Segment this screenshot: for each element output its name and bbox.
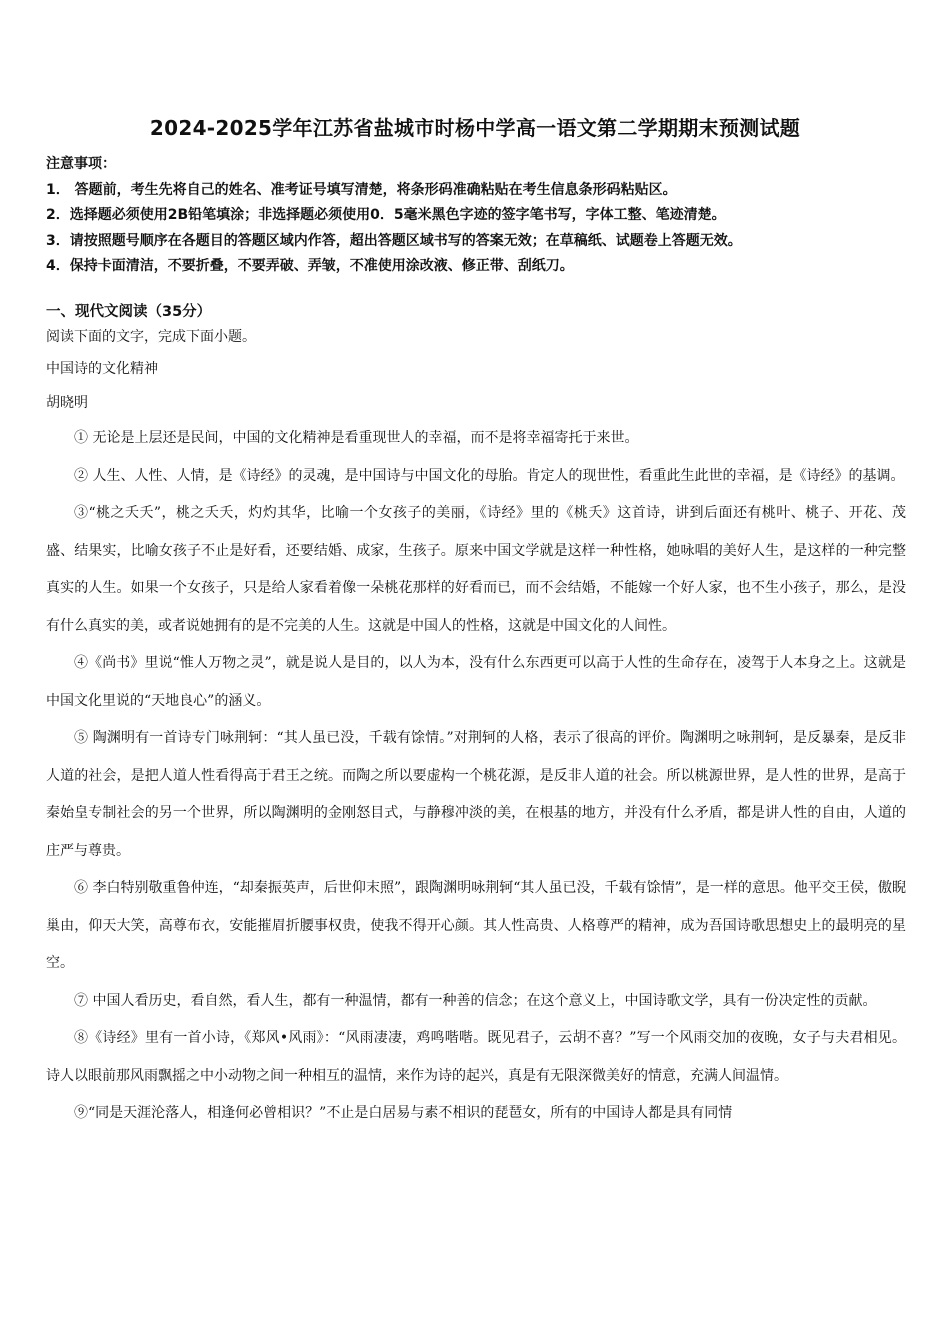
article-paragraph: ① 无论是上层还是民间，中国的文化精神是看重现世人的幸福，而不是将幸福寄托于来世。 xyxy=(74,430,639,446)
article-paragraph: ⑥ 李白特别敬重鲁仲连，“却秦振英声，后世仰末照”，跟陶渊明咏荆轲“其人虽已没，千载有馀情”，是一样的意思。他平交王侯，傲睨巢由，仰天大笑，高尊布衣，安能摧眉折腰事权贵，使我不得开心颜。其人性高贵、人格尊严的精神，成为吾国诗歌思想史上的最明亮的星空。 xyxy=(46,880,906,971)
notice-heading: 注意事项： xyxy=(46,156,116,172)
article-title: 中国诗的文化精神 xyxy=(46,361,158,377)
article-body xyxy=(46,420,906,1133)
reading-instruction: 阅读下面的文字，完成下面小题。 xyxy=(46,329,256,345)
article-paragraph: ⑧《诗经》里有一首小诗，《郑风•风雨》：“风雨凄凄，鸡鸣喈喈。既见君子，云胡不喜？”写一个风雨交加的夜晚，女子与夫君相见。诗人以眼前那风雨飘摇之中小动物之间一种相互的温情，来作为诗的起兴，真是有无限深微美好的情意，充满人间温情。 xyxy=(46,1030,906,1084)
section-heading: 一、现代文阅读（35分） xyxy=(46,304,212,320)
notice-item: 3．请按照题号顺序在各题目的答题区域内作答，超出答题区域书写的答案无效；在草稿纸、试题卷上答题无效。 xyxy=(46,232,742,249)
article-paragraph: ⑦ 中国人看历史，看自然，看人生，都有一种温情，都有一种善的信念；在这个意义上，中国诗歌文学，具有一份决定性的贡献。 xyxy=(74,992,877,1009)
article-paragraph: ② 人生、人性、人情，是《诗经》的灵魂，是中国诗与中国文化的母胎。肯定人的现世性，看重此生此世的幸福，是《诗经》的基调。 xyxy=(74,467,905,484)
article-paragraph: ⑤ 陶渊明有一首诗专门咏荆轲：“其人虽已没，千载有馀情。”对荆轲的人格，表示了很高的评价。陶渊明之咏荆轲，是反暴秦，是反非人道的社会，是把人道人性看得高于君王之统。而陶之所以要虚构一个桃花源，是反非人道的社会。所以桃源世界，是人性的世界，是高于秦始皇专制社会的另一个世界，所以陶渊明的金刚怒目式，与静穆冲淡的美，在根基的地方，并没有什么矛盾，都是讲人性的自由，人道的庄严与尊贵。 xyxy=(46,730,906,859)
notice-item: 4．保持卡面清洁，不要折叠，不要弄破、弄皱，不准使用涂改液、修正带、刮纸刀。 xyxy=(46,258,574,274)
article-paragraph: ③“桃之夭夭”，桃之夭夭，灼灼其华，比喻一个女孩子的美丽，《诗经》里的《桃夭》这首诗，讲到后面还有桃叶、桃子、开花、茂盛、结果实，比喻女孩子不止是好看，还要结婚、成家，生孩子。原来中国文学就是这样一种性格，她咏唱的美好人生，是这样的一种完整真实的人生。如果一个女孩子，只是给人家看着像一朵桃花那样的好看而已，而不会结婚，不能嫁一个好人家，也不生小孩子，那么，是没有什么真实的美，或者说她拥有的是不完美的人生。这就是中国人的性格，这就是中国文化的人间性。 xyxy=(46,505,906,634)
notice-item: 1． 答题前，考生先将自己的姓名、准考证号填写清楚，将条形码准确粘贴在考生信息条形码粘贴区。 xyxy=(46,181,677,198)
article-paragraph: ⑨“同是天涯沦落人，相逢何必曾相识？”不止是白居易与素不相识的琵琶女，所有的中国诗人都是具有同情 xyxy=(74,1105,733,1121)
article-author: 胡晓明 xyxy=(46,395,88,411)
page-title: 2024-2025学年江苏省盐城市时杨中学高一语文第二学期期末预测试题 xyxy=(149,116,801,140)
article-paragraph: ④《尚书》里说“惟人万物之灵”，就是说人是目的，以人为本，没有什么东西更可以高于人性的生命存在，凌驾于人本身之上。这就是中国文化里说的“天地良心”的涵义。 xyxy=(46,655,906,709)
notice-block xyxy=(46,152,916,280)
notice-item: 2．选择题必须使用2B铅笔填涂；非选择题必须使用0．5毫米黑色字迹的签字笔书写，字体工整、笔迹清楚。 xyxy=(46,207,726,223)
